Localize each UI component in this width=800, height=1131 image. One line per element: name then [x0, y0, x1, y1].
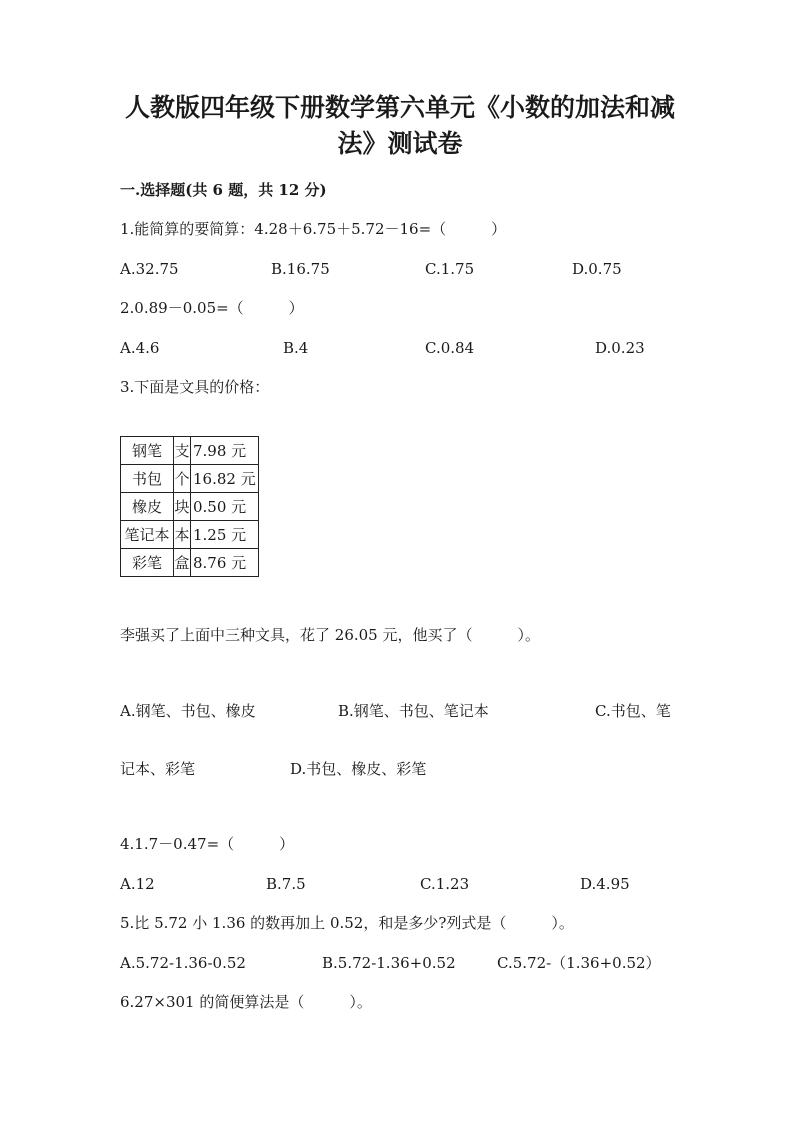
item-price: 16.82 元 — [191, 465, 259, 493]
question-3-option-a: A.钢笔、书包、橡皮 — [120, 702, 256, 720]
question-5-option-a: A.5.72-1.36-0.52 — [120, 954, 246, 972]
question-6-stem: 6.27×301 的简便算法是（ ）。 — [120, 993, 372, 1011]
question-3-option-c-start: C.书包、笔 — [595, 702, 671, 720]
item-name: 笔记本 — [121, 521, 174, 549]
question-4-option-d: D.4.95 — [580, 875, 630, 893]
question-3-stem: 3.下面是文具的价格： — [120, 378, 270, 396]
item-name: 彩笔 — [121, 549, 174, 577]
question-2-option-d: D.0.23 — [595, 339, 645, 357]
question-2-stem: 2.0.89－0.05=（ ） — [120, 299, 304, 317]
item-unit: 盒 — [174, 549, 191, 577]
question-2-option-c: C.0.84 — [425, 339, 475, 357]
item-unit: 个 — [174, 465, 191, 493]
item-unit: 块 — [174, 493, 191, 521]
table-row — [121, 493, 259, 521]
question-4-option-c: C.1.23 — [420, 875, 470, 893]
question-1-stem: 1.能简算的要简算：4.28＋6.75＋5.72－16=（ ） — [120, 220, 507, 238]
question-4-option-b: B.7.5 — [266, 875, 306, 893]
question-1-option-a: A.32.75 — [120, 260, 179, 278]
question-3-option-d: D.书包、橡皮、彩笔 — [290, 760, 427, 778]
question-5-option-c: C.5.72-（1.36+0.52） — [497, 954, 661, 972]
table-row — [121, 465, 259, 493]
question-2-option-b: B.4 — [283, 339, 309, 357]
item-name: 钢笔 — [121, 437, 174, 465]
document-title-line-2: 法》测试卷 — [337, 129, 463, 158]
question-1-option-d: D.0.75 — [572, 260, 622, 278]
item-name: 橡皮 — [121, 493, 174, 521]
question-4-stem: 4.1.7－0.47=（ ） — [120, 835, 295, 853]
question-1-option-b: B.16.75 — [271, 260, 330, 278]
question-2-option-a: A.4.6 — [120, 339, 160, 357]
item-price: 1.25 元 — [191, 521, 259, 549]
item-name: 书包 — [121, 465, 174, 493]
item-unit: 本 — [174, 521, 191, 549]
document-title-line-1: 人教版四年级下册数学第六单元《小数的加法和减 — [124, 93, 675, 122]
item-price: 0.50 元 — [191, 493, 259, 521]
table-row — [121, 549, 259, 577]
question-5-option-b: B.5.72-1.36+0.52 — [322, 954, 456, 972]
section-heading: 一.选择题(共 6 题，共 12 分) — [120, 181, 327, 199]
item-price: 8.76 元 — [191, 549, 259, 577]
table-row — [121, 521, 259, 549]
question-3-option-b: B.钢笔、书包、笔记本 — [338, 702, 489, 720]
stationery-price-table — [120, 436, 259, 577]
question-5-stem: 5.比 5.72 小 1.36 的数再加上 0.52，和是多少?列式是（ ）。 — [120, 914, 574, 932]
question-3-option-c-end: 记本、彩笔 — [120, 760, 196, 778]
item-unit: 支 — [174, 437, 191, 465]
question-4-option-a: A.12 — [120, 875, 155, 893]
table-row — [121, 437, 259, 465]
question-3-followup: 李强买了上面中三种文具，花了 26.05 元，他买了（ ）。 — [120, 626, 540, 644]
item-price: 7.98 元 — [191, 437, 259, 465]
question-1-option-c: C.1.75 — [425, 260, 475, 278]
